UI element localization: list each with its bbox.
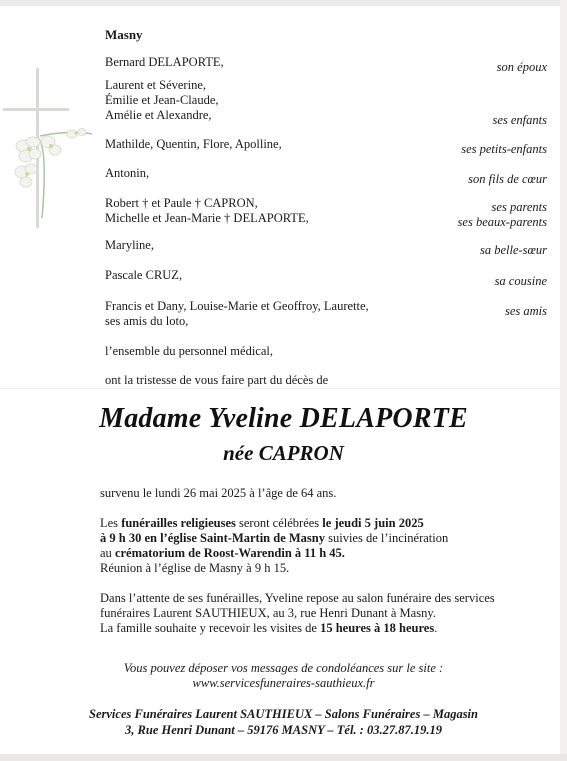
relation-label: ses petits-enfants (461, 142, 547, 156)
family-line: Pascale CRUZ, (105, 268, 183, 282)
death-date-line: survenu le lundi 26 mai 2025 à l’âge de 64 ans. (100, 486, 337, 500)
family-line: Laurent et Séverine, (105, 78, 206, 92)
announcement-line: ont la tristesse de vous faire part du décès de (105, 373, 329, 387)
condolences-url: www.servicesfuneraires-sauthieux.fr (192, 676, 375, 690)
paper-fold-line (0, 388, 567, 389)
family-line: ses amis du loto, (105, 314, 189, 328)
cross-orchid-icon (0, 68, 100, 258)
relation-label: son époux (496, 60, 547, 74)
deceased-name: Madame Yveline DELAPORTE (99, 403, 468, 434)
wake-line: La famille souhaite y recevoir les visites de 15 heures à 18 heures. (100, 621, 438, 635)
funeral-home-name: Services Funéraires Laurent SAUTHIEUX – Salons Funéraires – Magasin (89, 707, 478, 721)
town-heading: Masny (105, 27, 143, 42)
scan-edge-bottom (0, 754, 567, 761)
wake-line: funéraires Laurent SAUTHIEUX, au 3, rue Henri Dunant à Masny. (100, 606, 436, 620)
family-line: Michelle et Jean-Marie † DELAPORTE, (105, 211, 309, 225)
deceased-maiden-name: née CAPRON (223, 441, 344, 465)
family-line: Antonin, (105, 166, 150, 180)
relation-label: ses enfants (492, 113, 547, 127)
funeral-home-address: 3, Rue Henri Dunant – 59176 MASNY – Tél. : 03.27.87.19.19 (125, 723, 442, 737)
relation-label: ses amis (504, 304, 547, 318)
wake-line: Dans l’attente de ses funérailles, Yveline repose au salon funéraire des services (100, 591, 495, 605)
funeral-line: au crématorium de Roost-Warendin à 11 h 45. (100, 546, 345, 560)
family-line: Émilie et Jean-Claude, (105, 93, 219, 107)
relation-label: ses beaux-parents (457, 215, 547, 229)
scan-edge-right (560, 0, 567, 761)
relation-label: sa cousine (494, 274, 547, 288)
family-line: Amélie et Alexandre, (105, 108, 212, 122)
family-line: Robert † et Paule † CAPRON, (105, 196, 258, 210)
condolences-text: Vous pouvez déposer vos messages de condoléances sur le site : (123, 661, 444, 675)
family-line: Bernard DELAPORTE, (105, 55, 224, 69)
family-line: Francis et Dany, Louise-Marie et Geoffroy, Laurette, (105, 299, 369, 313)
relation-label: ses parents (491, 200, 547, 214)
funeral-line: Les funérailles religieuses seront célébrées le jeudi 5 juin 2025 (100, 516, 424, 530)
relation-label: sa belle-sœur (479, 243, 547, 257)
scan-edge-top (0, 0, 567, 6)
funeral-line: à 9 h 30 en l’église Saint-Martin de Masny suivies de l’incinération (100, 531, 449, 545)
family-line: Maryline, (105, 238, 154, 252)
funeral-line: Réunion à l’église de Masny à 9 h 15. (100, 561, 290, 575)
relation-label: son fils de cœur (468, 172, 547, 186)
family-line: Mathilde, Quentin, Flore, Apolline, (105, 137, 282, 151)
staff-line: l’ensemble du personnel médical, (105, 344, 273, 358)
